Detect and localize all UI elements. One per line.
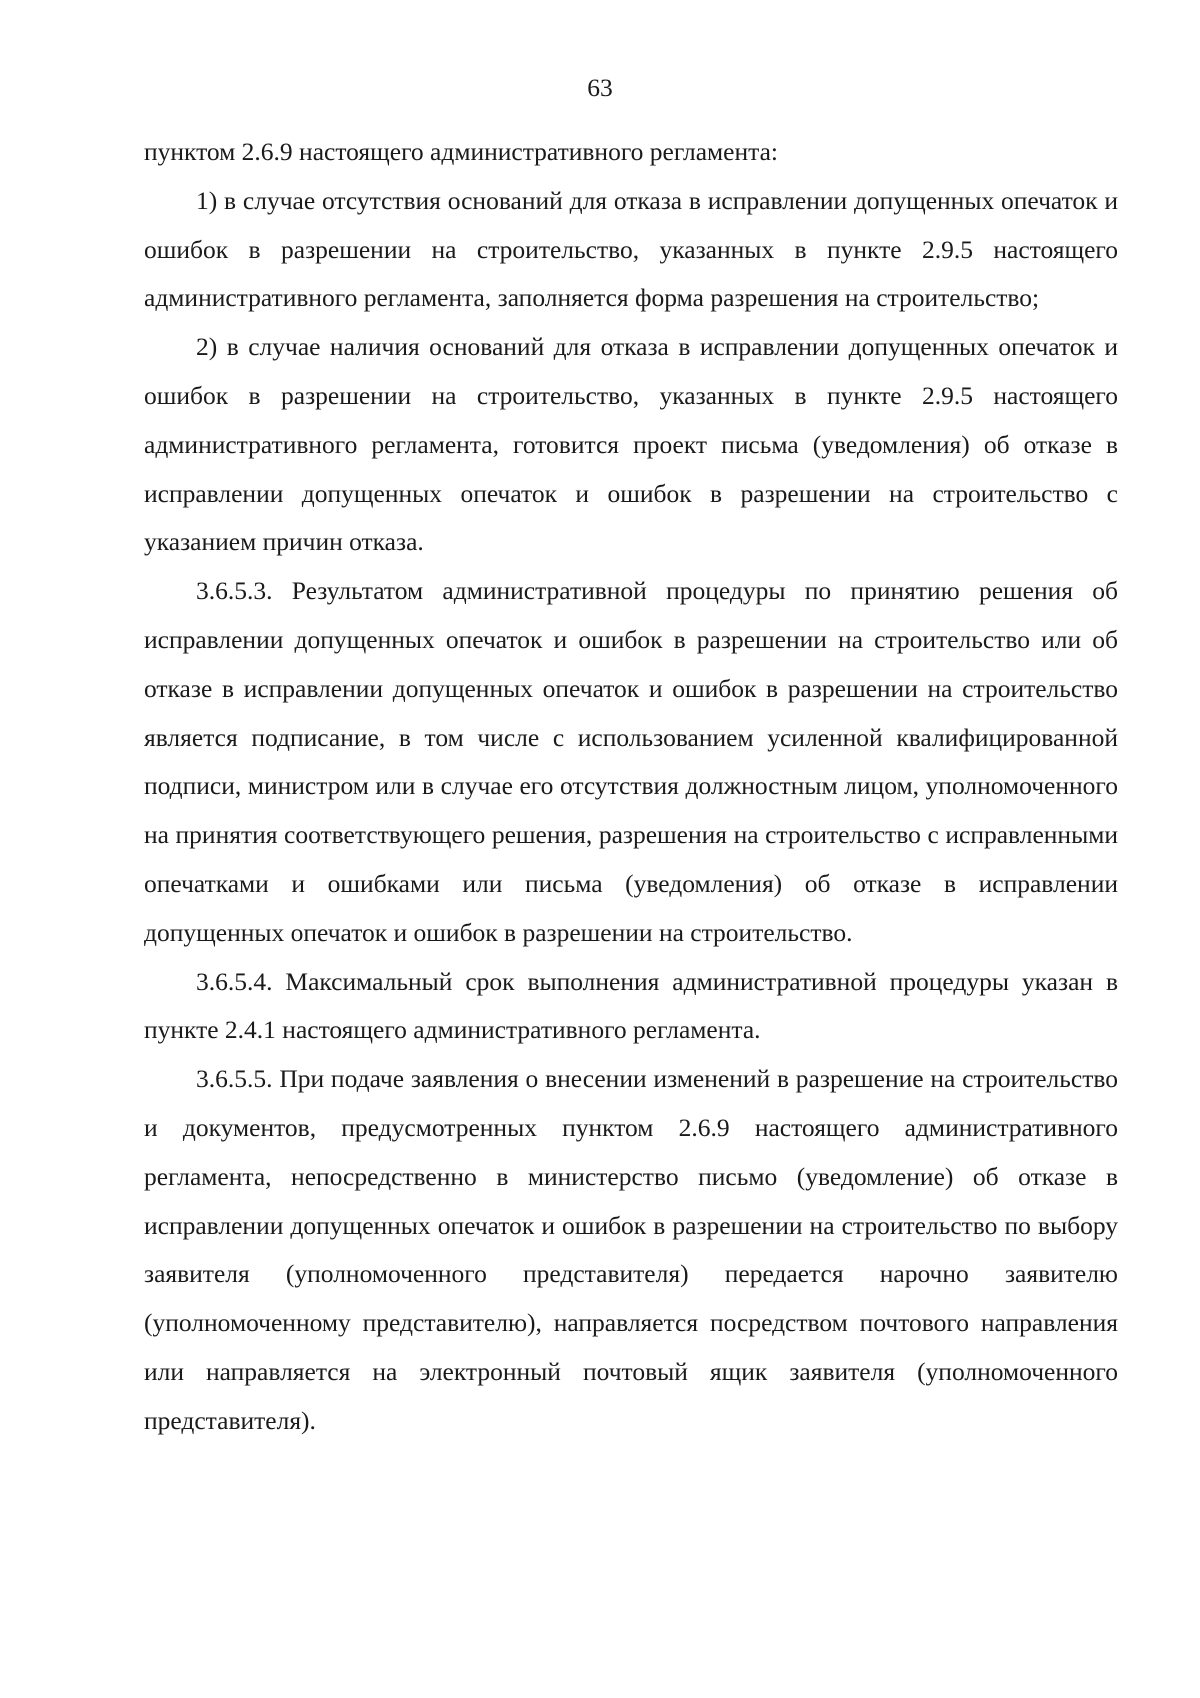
page-number: 63 [587,73,613,102]
body-text [144,128,1118,1446]
paragraph-item-1: 1) в случае отсутствия оснований для отказа в исправлении допущенных опечаток и ошибок в разрешении на строительство, указанных в пункте 2.9.5 настоящего административного регламента, заполняется форма разрешения на строительство; [144,185,1118,313]
paragraph-continuation: пунктом 2.6.9 настоящего административного регламента: [144,137,779,166]
paragraph-item-2: 2) в случае наличия оснований для отказа в исправлении допущенных опечаток и ошибок в разрешении на строительство, указанных в пункте 2.9.5 настоящего административного регламента, готовится проект письма (уведомления) об отказе в исправлении допущенных опечаток и ошибок в разрешении на строительство с указанием причин отказа. [144,332,1118,557]
paragraph-3-6-5-5: 3.6.5.5. При подаче заявления о внесении изменений в разрешение на строительство и документов, предусмотренных пунктом 2.6.9 настоящего административного регламента, непосредственно в министерство письмо (уведомление) об отказе в исправлении допущенных опечаток и ошибок в разрешении на строительство по выбору заявителя (уполномоченного представителя) передается нарочно заявителю (уполномоченному представителю), направляется посредством почтового направления или направляется на электронный почтовый ящик заявителя (уполномоченного представителя). [144,1064,1118,1435]
paragraph-3-6-5-3: 3.6.5.3. Результатом административной процедуры по принятию решения об исправлении допущенных опечаток и ошибок в разрешении на строительство или об отказе в исправлении допущенных опечаток и ошибок в разрешении на строительство является подписание, в том числе с использованием усиленной квалифицированной подписи, министром или в случае его отсутствия должностным лицом, уполномоченного на принятия соответствующего решения, разрешения на строительство с исправленными опечатками и ошибками или письма (уведомления) об отказе в исправлении допущенных опечаток и ошибок в разрешении на строительство. [144,576,1118,947]
paragraph-3-6-5-4: 3.6.5.4. Максимальный срок выполнения административной процедуры указан в пункте 2.4.1 настоящего административного регламента. [144,966,1118,1045]
